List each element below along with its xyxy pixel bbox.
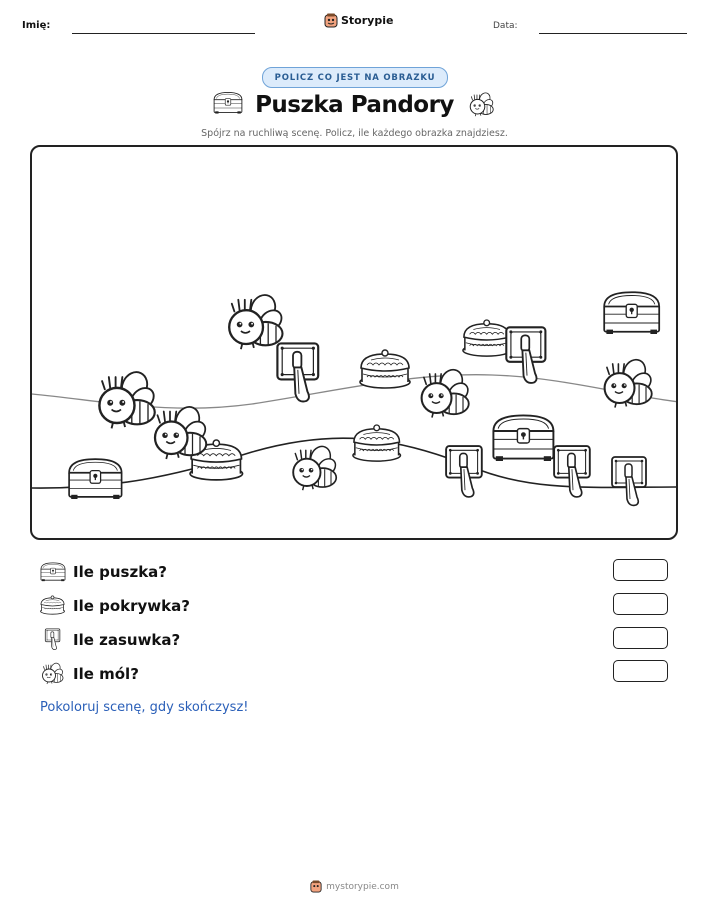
moth-icon <box>40 662 66 686</box>
question-row-jewelry-box <box>40 595 190 617</box>
question-label: Ile zasuwka? <box>73 631 181 649</box>
name-label: Imię: <box>22 20 51 31</box>
jewelry-box-3 <box>353 425 401 461</box>
storypie-mascot-icon <box>324 13 338 28</box>
moth-3 <box>155 403 209 459</box>
moth-5 <box>605 356 655 407</box>
answer-box-moth[interactable] <box>613 660 668 682</box>
answer-box-chest[interactable] <box>613 559 668 581</box>
question-label: Ile pokrywka? <box>73 597 190 615</box>
latch-icon <box>40 628 66 652</box>
latch-3 <box>446 446 482 497</box>
date-label: Data: <box>493 21 518 31</box>
storypie-logo <box>324 13 393 28</box>
question-row-chest <box>40 561 167 583</box>
coloring-instruction: Pokoloruj scenę, gdy skończysz! <box>40 700 249 715</box>
moth-6 <box>293 443 339 490</box>
logo-text: Storypie <box>341 14 394 27</box>
counting-scene <box>30 145 678 540</box>
instruction-badge: POLICZ CO JEST NA OBRAZKU <box>262 67 448 88</box>
moth-1 <box>229 291 285 349</box>
footer <box>0 880 709 893</box>
jewelry-box-icon <box>40 595 66 617</box>
question-row-moth <box>40 662 139 686</box>
answer-box-jewelry-box[interactable] <box>613 593 668 615</box>
chest-2 <box>493 415 553 461</box>
page-title: Puszka Pandory <box>255 92 454 118</box>
page-subtitle: Spójrz na ruchliwą scenę. Policz, ile każdego obrazka znajdziesz. <box>201 128 508 139</box>
name-line[interactable] <box>72 33 255 34</box>
question-label: Ile mól? <box>73 665 139 683</box>
date-line[interactable] <box>539 33 687 34</box>
moth-4 <box>422 366 472 417</box>
question-row-latch <box>40 628 180 652</box>
chest-3 <box>69 459 122 499</box>
footer-url: mystorypie.com <box>326 881 399 892</box>
latch-2 <box>506 327 545 383</box>
answer-box-latch[interactable] <box>613 627 668 649</box>
moth-2 <box>99 368 158 428</box>
scene-illustration <box>32 147 678 540</box>
jewelry-box-2 <box>360 350 410 388</box>
latch-4 <box>554 446 590 497</box>
jewelry-box-1 <box>463 320 511 356</box>
chest-1 <box>604 292 659 334</box>
question-label: Ile puszka? <box>73 563 167 581</box>
storypie-mascot-icon <box>310 880 322 893</box>
latch-5 <box>612 457 646 505</box>
latch-1 <box>277 343 318 401</box>
moth-icon <box>468 91 496 119</box>
treasure-chest-icon <box>40 561 66 583</box>
